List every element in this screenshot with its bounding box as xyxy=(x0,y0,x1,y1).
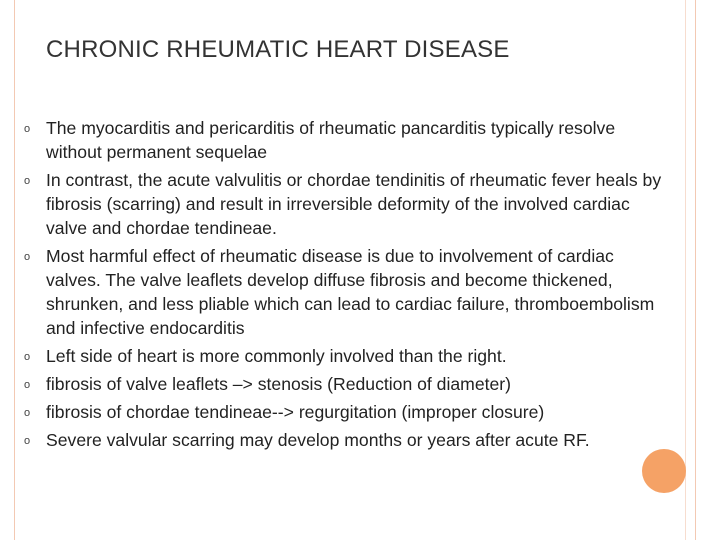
bullet-icon: o xyxy=(24,435,31,447)
accent-circle-icon xyxy=(642,449,686,493)
bullet-icon: o xyxy=(24,175,31,187)
bullet-icon: o xyxy=(24,379,31,391)
bullet-icon: o xyxy=(24,351,31,363)
bullet-text: In contrast, the acute valvulitis or chordae tendinitis of rheumatic fever heals by fibrosis (scarring) and result in irreversible deformity of the involved cardiac valve and chordae tendineae. xyxy=(46,170,662,238)
slide-title: CHRONIC RHEUMATIC HEART DISEASE xyxy=(46,36,510,63)
bullet-item xyxy=(18,116,668,164)
bullet-text: Left side of heart is more commonly involved than the right. xyxy=(46,346,507,366)
bullet-item xyxy=(18,244,668,340)
frame-line-right-inner xyxy=(685,0,686,540)
bullet-icon: o xyxy=(24,407,31,419)
bullet-text: The myocarditis and pericarditis of rheumatic pancarditis typically resolve without permanent sequelae xyxy=(46,118,616,162)
frame-line-left xyxy=(14,0,15,540)
bullet-text: fibrosis of chordae tendineae--> regurgitation (improper closure) xyxy=(46,402,545,422)
bullet-item xyxy=(18,428,668,452)
bullet-text: Most harmful effect of rheumatic disease is due to involvement of cardiac valves. The valve leaflets develop diffuse fibrosis and become thickened, shrunken, and less pliable which can lead to cardiac failure, thromboembolism and infective endocarditis xyxy=(46,246,655,338)
bullet-text: fibrosis of valve leaflets –> stenosis (Reduction of diameter) xyxy=(46,374,511,394)
bullet-item xyxy=(18,372,668,396)
bullet-item xyxy=(18,344,668,368)
bullet-icon: o xyxy=(24,123,31,135)
frame-line-right-outer xyxy=(695,0,696,540)
bullet-icon: o xyxy=(24,251,31,263)
bullet-item xyxy=(18,400,668,424)
bullet-item xyxy=(18,168,668,240)
bullet-list xyxy=(18,116,668,456)
bullet-text: Severe valvular scarring may develop months or years after acute RF. xyxy=(46,430,590,450)
